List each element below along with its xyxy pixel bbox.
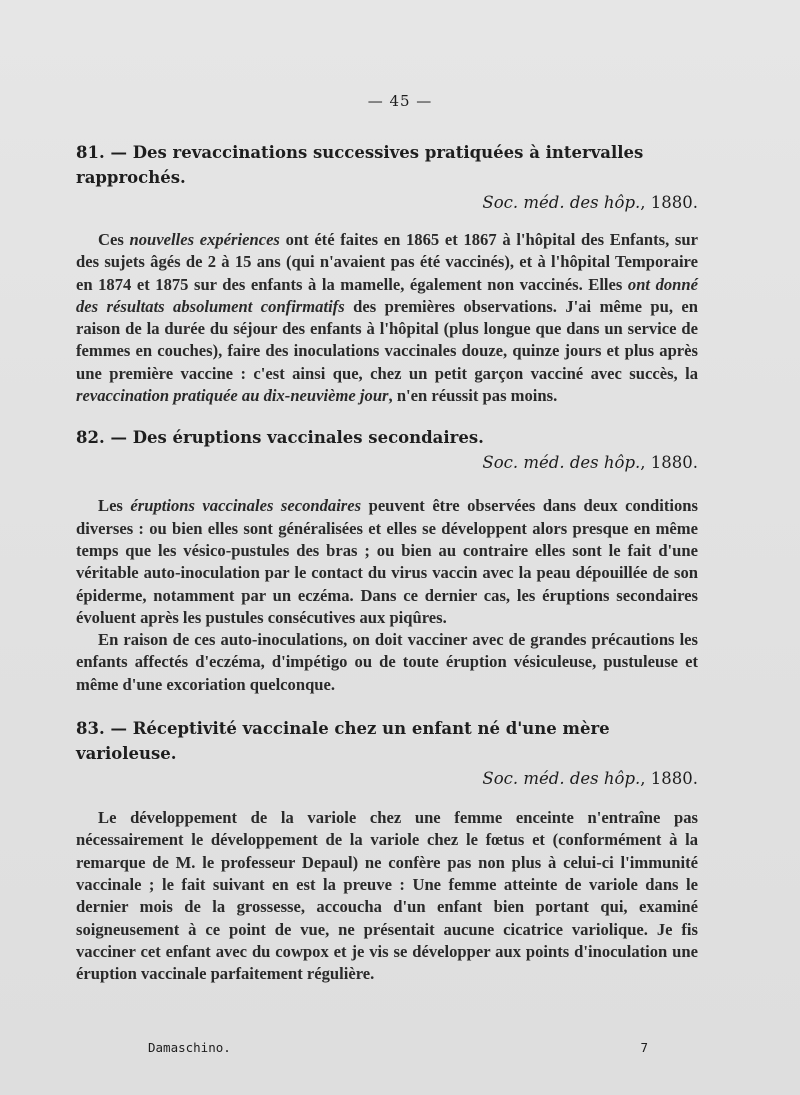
paragraph	[76, 229, 698, 407]
footer-author: Damaschino.	[148, 1040, 231, 1055]
citation-source: Soc. méd. des hôp.	[482, 453, 641, 473]
page-content	[76, 140, 698, 985]
paragraph	[76, 495, 698, 629]
citation-source: Soc. méd. des hôp.	[482, 193, 641, 212]
paragraph	[76, 807, 698, 985]
section-heading: 82. — Des éruptions vaccinales secondaires.	[76, 428, 484, 448]
emphasis: revaccination pratiquée au dix-neuvième jour	[76, 386, 389, 406]
section-citation	[76, 766, 698, 791]
citation-year: , 1880.	[640, 193, 698, 212]
text-run: Le développement de la variole chez une femme enceinte n'entraîne pas nécessairement le développement de la variole chez le fœtus et (conformément à la remarque de M. le professeur Depaul) ne confère pas non plus à celui-ci l'immunité vaccinale ; le fait suivant en est la preuve : Une femme atteinte de variole dans le dernier mois de la grossesse, accoucha d'un enfant bien portant qui, examiné soigneusement à ce point de vue, ne présentait aucune cicatrice variolique. Je fis vacciner cet enfant avec du cowpox et je vis se développer aux points d'inoculation une éruption vaccinale parfaitement régulière.	[76, 808, 698, 984]
citation-year: , 1880.	[640, 769, 698, 789]
page-number: — 45 —	[367, 92, 433, 110]
emphasis: ont donné des résultats absolument confirmatifs	[76, 274, 698, 316]
footer-signature-mark: 7	[640, 1040, 648, 1055]
text-run: peuvent être observées dans deux conditions diverses : ou bien elles sont généralisées et elles se développent alors presque en même temps que les vésico-pustules des bras ; ou bien au contraire elles sont le fait d'une véritable auto-inoculation par le contact du virus vaccin avec la peau dépouillée de son épiderme, notamment par un eczéma. Dans ce dernier cas, les éruptions secondaires évoluent après les pustules consécutives aux piqûres.	[76, 496, 698, 627]
text-run: Les	[98, 496, 131, 516]
paragraph	[76, 629, 698, 696]
section-82	[76, 425, 698, 696]
emphasis: nouvelles expériences	[129, 230, 280, 249]
text-run: Ces	[98, 230, 130, 249]
emphasis: éruptions vaccinales secondaires	[130, 496, 362, 516]
text-run: des premières observations. J'ai même pu, en raison de la durée du séjour des enfants à l'hôpital (plus longue que dans un service de femmes en couches), faire des inoculations vaccinales douze, quinze jours et plus après une première vaccine : c'est ainsi que, chez un petit garçon vacciné avec succès, la	[76, 296, 698, 383]
section-citation	[76, 450, 698, 475]
section-heading: 83. — Réceptivité vaccinale chez un enfant né d'une mère varioleuse.	[76, 719, 610, 764]
text-run: En raison de ces auto-inoculations, on doit vacciner avec de grandes précautions les enfants affectés d'eczéma, d'impétigo ou de toute éruption vésiculeuse, pustuleuse et même d'une excoriation quelconque.	[76, 630, 698, 694]
citation-source: Soc. méd. des hôp.	[482, 769, 641, 789]
citation-year: , 1880.	[640, 453, 698, 473]
section-81	[76, 140, 698, 407]
text-run: ont été faites en 1865 et 1867 à l'hôpital des Enfants, sur des sujets âgés de 2 à 15 ans (qui n'avaient pas été vaccinés), et à l'hôpital Temporaire en 1874 et 1875 sur des enfants à la mamelle, également non vaccinés. Elles	[76, 230, 698, 294]
text-run: , n'en réussit pas moins.	[388, 386, 558, 406]
section-heading: 81. — Des revaccinations successives pratiquées à intervalles rapprochés.	[76, 143, 644, 187]
section-83	[76, 716, 698, 985]
section-citation	[76, 190, 698, 215]
